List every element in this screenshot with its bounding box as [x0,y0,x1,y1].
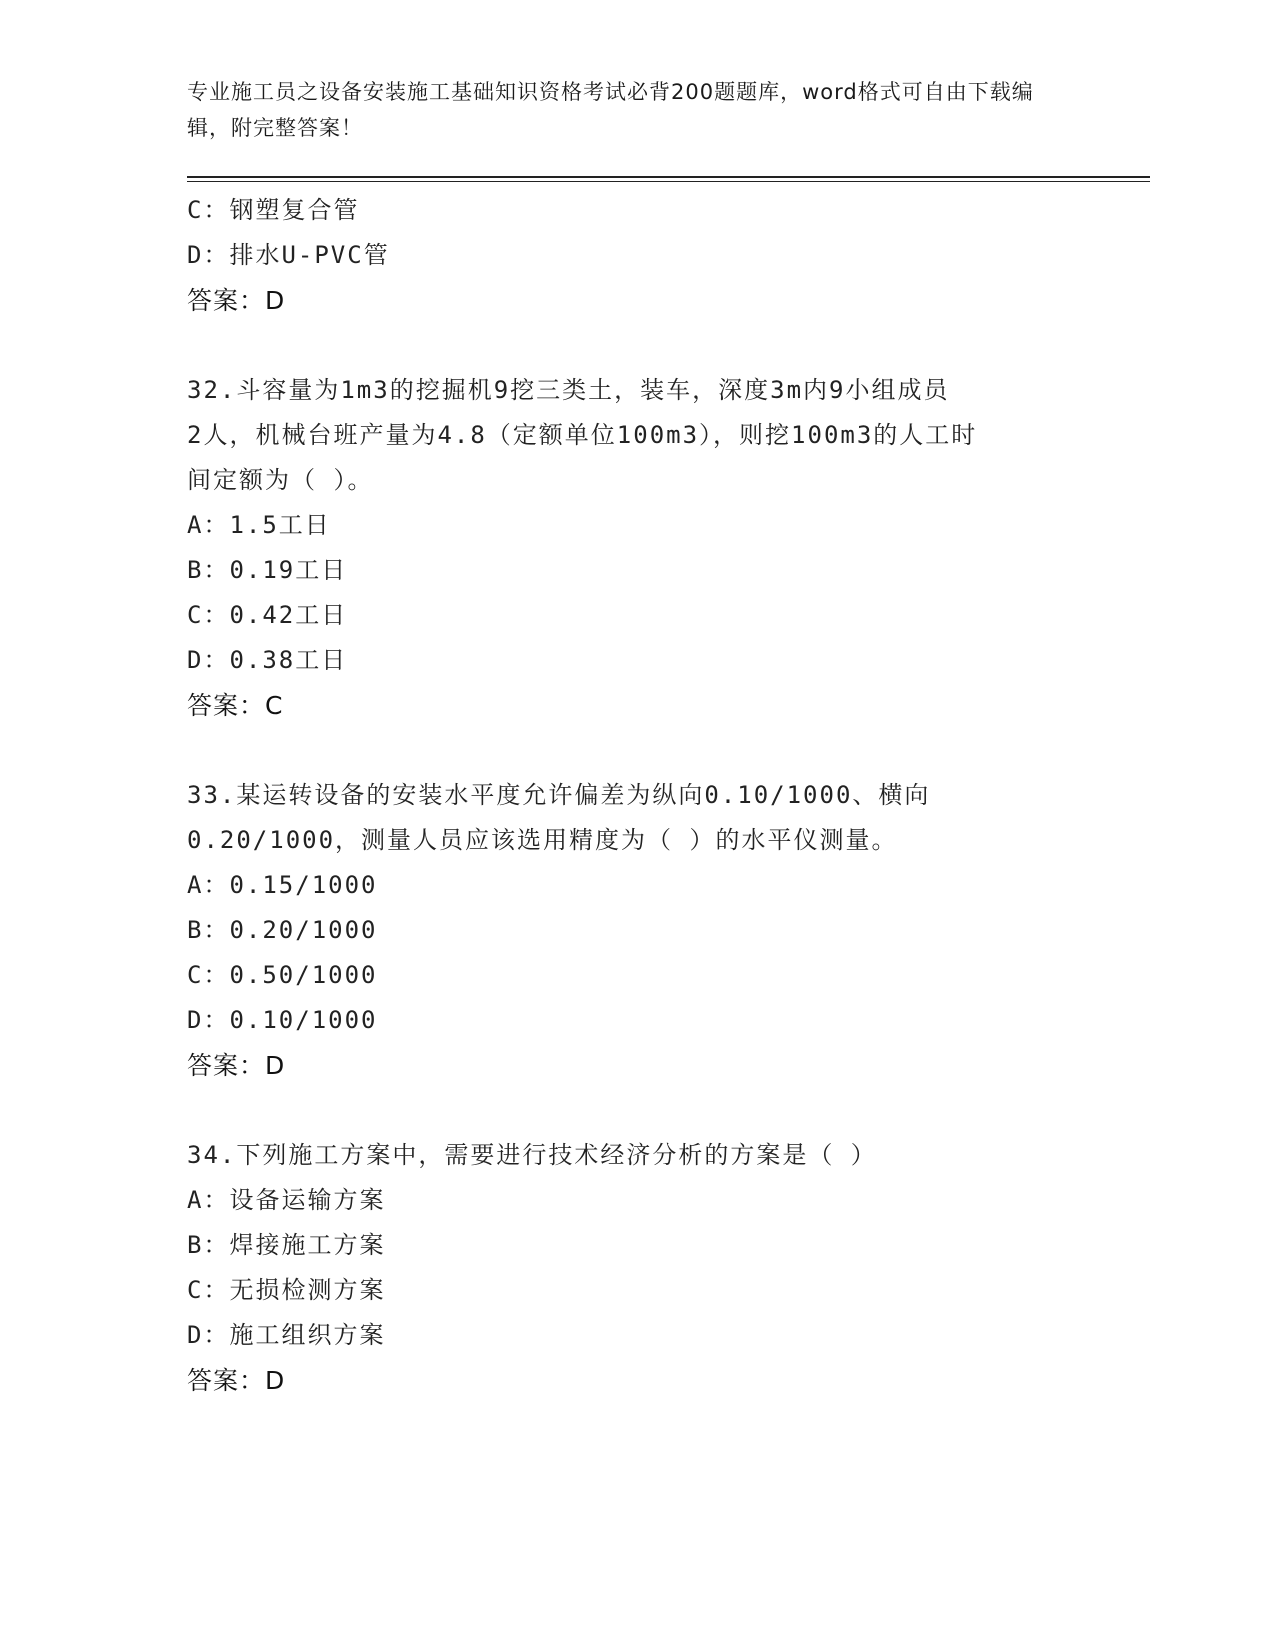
option-c: C：0.42工日 [187,601,348,629]
header-rule-thick [187,176,1150,178]
option-c: C：钢塑复合管 [187,196,360,224]
option-b: B：焊接施工方案 [187,1231,386,1259]
option-b: B：0.19工日 [187,556,348,584]
answer: 答案：D [187,286,286,315]
answer: 答案：D [187,1366,286,1395]
prev-question-block [187,188,1087,323]
question-stem-line: 2人，机械台班产量为4.8（定额单位100m3），则挖100m3的人工时 [187,421,978,449]
question-33 [187,773,1087,1088]
option-c: C：无损检测方案 [187,1276,386,1304]
option-d: D：0.10/1000 [187,1006,378,1034]
question-32 [187,368,1087,728]
option-d: D：施工组织方案 [187,1321,386,1349]
question-stem-line: 33.某运转设备的安装水平度允许偏差为纵向0.10/1000、横向 [187,781,931,809]
document-header: 专业施工员之设备安装施工基础知识资格考试必背200题题库，word格式可自由下载编辑，附完整答案！ [187,80,1034,140]
question-stem-line: 0.20/1000，测量人员应该选用精度为（ ）的水平仪测量。 [187,826,898,854]
answer: 答案：C [187,691,284,720]
option-a: A：设备运输方案 [187,1186,386,1214]
question-stem-line: 34.下列施工方案中，需要进行技术经济分析的方案是（ ） [187,1141,877,1169]
spacer [187,1088,1087,1133]
option-a: A：1.5工日 [187,511,331,539]
option-d: D：排水U-PVC管 [187,241,390,269]
question-content [187,188,1087,1403]
question-stem-line: 间定额为（ ）。 [187,466,374,494]
question-stem-line: 32.斗容量为1m3的挖掘机9挖三类土，装车，深度3m内9小组成员 [187,376,950,404]
option-a: A：0.15/1000 [187,871,378,899]
spacer [187,728,1087,773]
spacer [187,323,1087,368]
option-c: C：0.50/1000 [187,961,378,989]
answer: 答案：D [187,1051,286,1080]
option-d: D：0.38工日 [187,646,348,674]
question-34 [187,1133,1087,1403]
header-rule-thin [187,181,1150,182]
option-b: B：0.20/1000 [187,916,378,944]
